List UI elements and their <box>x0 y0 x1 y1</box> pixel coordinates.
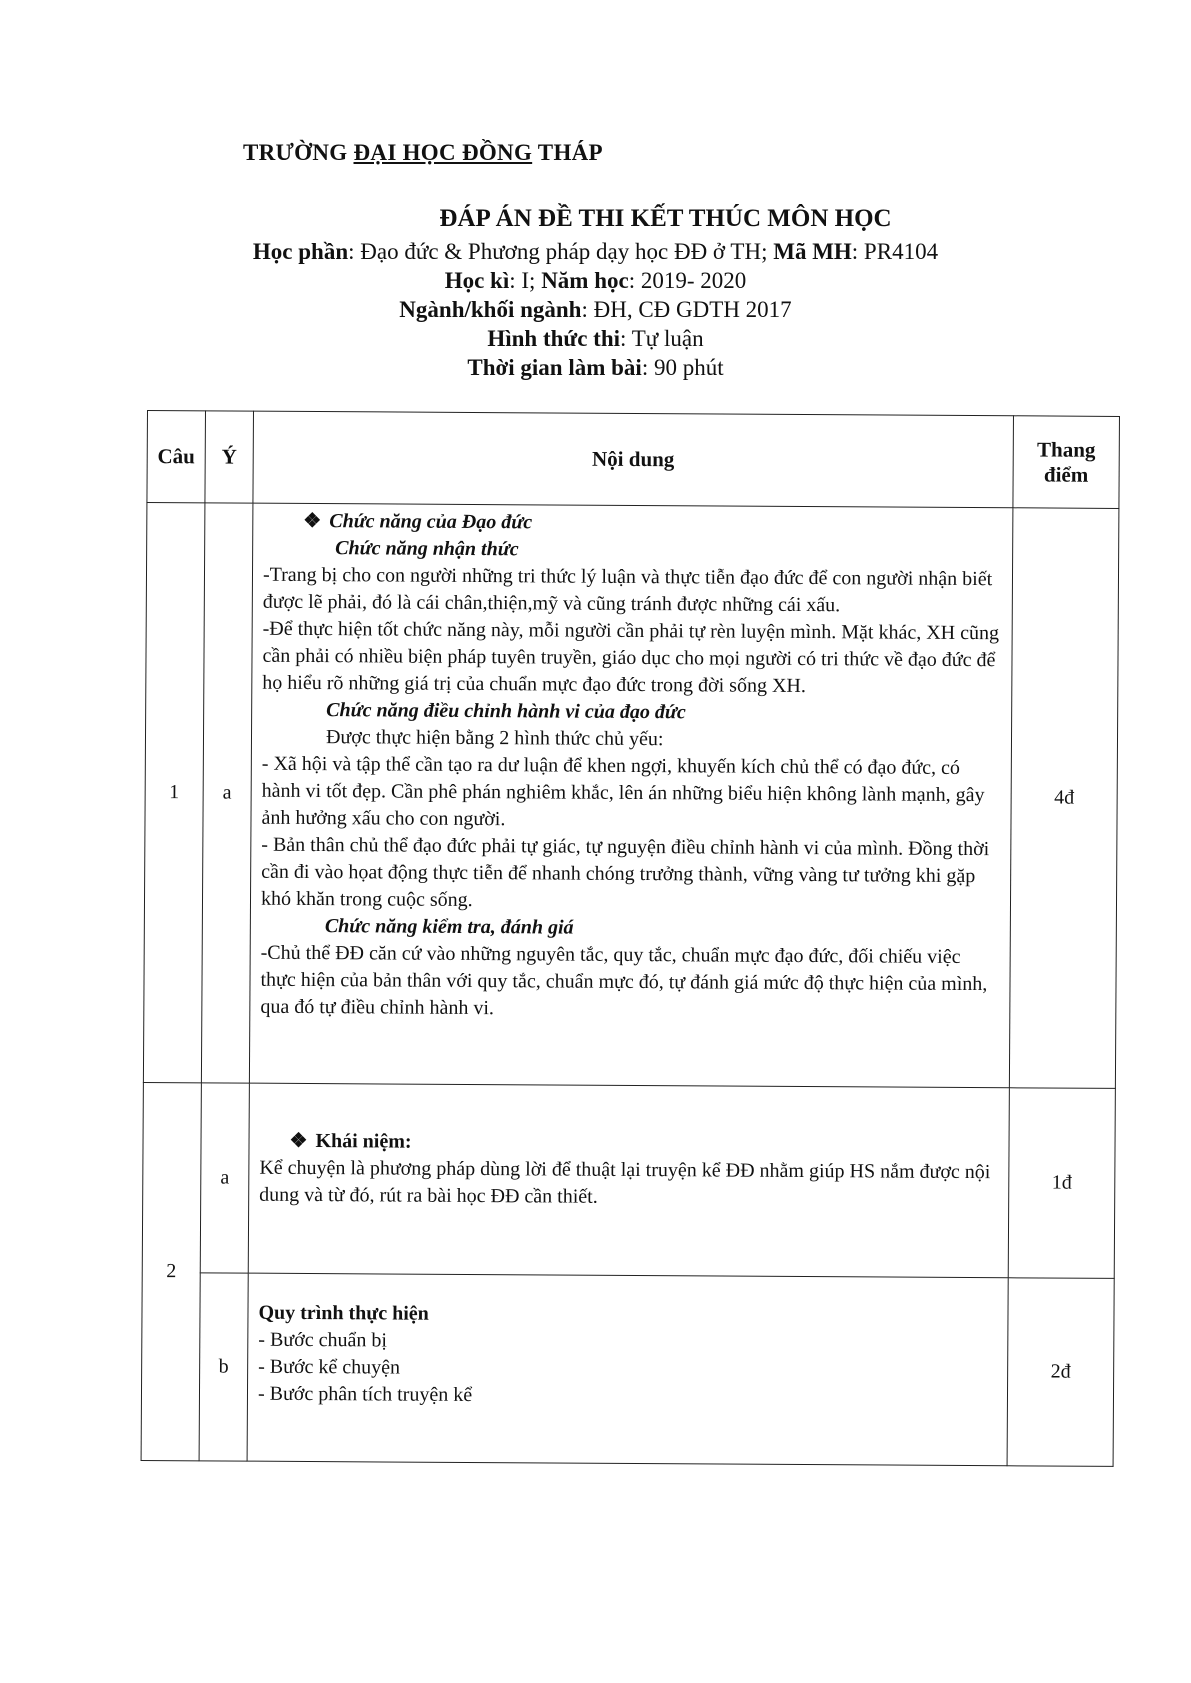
school-suffix: THÁP <box>532 140 603 165</box>
time-label: Thời gian làm bài <box>467 355 642 380</box>
course-line <box>0 237 1191 266</box>
year-label: Năm học <box>541 268 629 293</box>
time-line <box>0 353 1191 382</box>
course-label: Học phần <box>252 239 349 264</box>
list-item: - Bước kể chuyện <box>258 1355 401 1379</box>
header-score: Thang điểm <box>1013 416 1120 509</box>
school-name-underlined: ĐẠI HỌC ĐỒNG <box>353 140 533 165</box>
major-value: : ĐH, CĐ GDTH 2017 <box>581 297 792 322</box>
semester-label: Học kì <box>444 268 510 293</box>
year-value: : 2019- 2020 <box>628 268 747 293</box>
table-header-row <box>147 411 1120 509</box>
answer-content <box>248 1083 1009 1278</box>
paragraph: -Để thực hiện tốt chức năng này, mỗi người cần phải tự rèn luyện mình. Mặt khác, XH cũng cần phải có nhiều biện pháp tuyên truyền, giáo dục cho mọi người có tri thức về đạo đức để họ hiểu rõ những giá trị của chuẩn mực đạo đức trong đời sống XH. <box>262 617 1000 698</box>
table-row <box>143 503 1119 1089</box>
semester-value: : I; <box>509 268 542 293</box>
score: 2đ <box>1007 1278 1114 1467</box>
diamond-bullet-icon: ❖ <box>289 1129 308 1152</box>
score: 4đ <box>1009 508 1119 1089</box>
paragraph: -Trang bị cho con người những tri thức lý luận và thực tiễn đạo đức để con người nhận biết được lẽ phải, đó là cái chân,thiện,mỹ và cũng tránh được những cái xấu. <box>262 563 993 617</box>
exam-form-line <box>0 324 1191 353</box>
question-number: 1 <box>143 503 205 1083</box>
answer-content <box>247 1273 1008 1466</box>
subsection-title: Chức năng điều chỉnh hành vi của đạo đức <box>326 699 686 724</box>
score: 1đ <box>1008 1088 1115 1279</box>
header-y: Ý <box>205 411 254 503</box>
table-row <box>142 1082 1115 1278</box>
semester-line <box>0 266 1191 295</box>
paragraph: - Xã hội và tập thể cần tạo ra dư luận để khen ngợi, khuyến kích chủ thể có đạo đức, có hành vi tốt đẹp. Cần phê phán nghiêm khắc, lên án những biểu hiện không lành mạnh, gây ảnh hưởng xấu cho con người. <box>261 752 985 831</box>
header-content: Nội dung <box>253 411 1014 508</box>
form-label: Hình thức thi <box>487 326 621 351</box>
answer-table <box>141 410 1120 1467</box>
paragraph: - Bản thân chủ thể đạo đức phải tự giác, tự nguyện điều chỉnh hành vi của mình. Đồng thời cần đi vào họat động thực tiễn để nhanh chóng trưởng thành, vững vàng tư tưởng khi gặp khó khăn trong cuộc sống. <box>260 833 990 911</box>
section-title: Chức năng của Đạo đức <box>329 510 533 534</box>
item-letter: a <box>201 503 253 1083</box>
diamond-bullet-icon: ❖ <box>303 509 322 533</box>
answer-content <box>249 503 1013 1088</box>
form-value: : Tự luận <box>620 326 704 351</box>
paragraph: Kể chuyện là phương pháp dùng lời để thuật lại truyện kể ĐĐ nhằm giúp HS nắm được nội dung và từ đó, rút ra bài học ĐĐ cần thiết. <box>259 1156 991 1208</box>
subsection-title: Chức năng kiểm tra, đánh giá <box>324 915 574 939</box>
exam-header <box>0 205 1191 382</box>
major-label: Ngành/khối ngành <box>399 297 582 322</box>
time-value: : 90 phút <box>641 355 724 380</box>
list-item: - Bước chuẩn bị <box>258 1328 387 1352</box>
school-name <box>243 140 603 166</box>
item-letter: a <box>200 1083 249 1273</box>
item-letter: b <box>199 1273 248 1461</box>
code-label: Mã MH <box>773 239 852 264</box>
paragraph: -Chủ thể ĐĐ căn cứ vào những nguyên tắc, quy tắc, chuẩn mực đạo đức, đối chiếu việc thực hiện của bản thân với quy tắc, chuẩn mực đó, tự đánh giá mức độ thực hiện của mình, qua đó tự điều chỉnh hành vi. <box>260 941 988 1020</box>
major-line <box>0 295 1191 324</box>
school-prefix: TRƯỜNG <box>243 140 354 165</box>
paragraph: Được thực hiện bằng 2 hình thức chủ yếu: <box>325 726 664 751</box>
list-item: - Bước phân tích truyện kể <box>257 1382 473 1407</box>
procedure-title: Quy trình thực hiện <box>258 1301 429 1325</box>
question-number: 2 <box>141 1082 201 1460</box>
concept-title: Khái niệm: <box>315 1130 412 1153</box>
document-title: ĐÁP ÁN ĐỀ THI KẾT THÚC MÔN HỌC <box>439 205 892 232</box>
header-cau: Câu <box>147 411 206 503</box>
code-value: : PR4104 <box>851 239 939 264</box>
subsection-title: Chức năng nhận thức <box>335 537 519 561</box>
table-row <box>141 1272 1114 1466</box>
course-value: : Đạo đức & Phương pháp dạy học ĐĐ ở TH; <box>348 239 774 264</box>
